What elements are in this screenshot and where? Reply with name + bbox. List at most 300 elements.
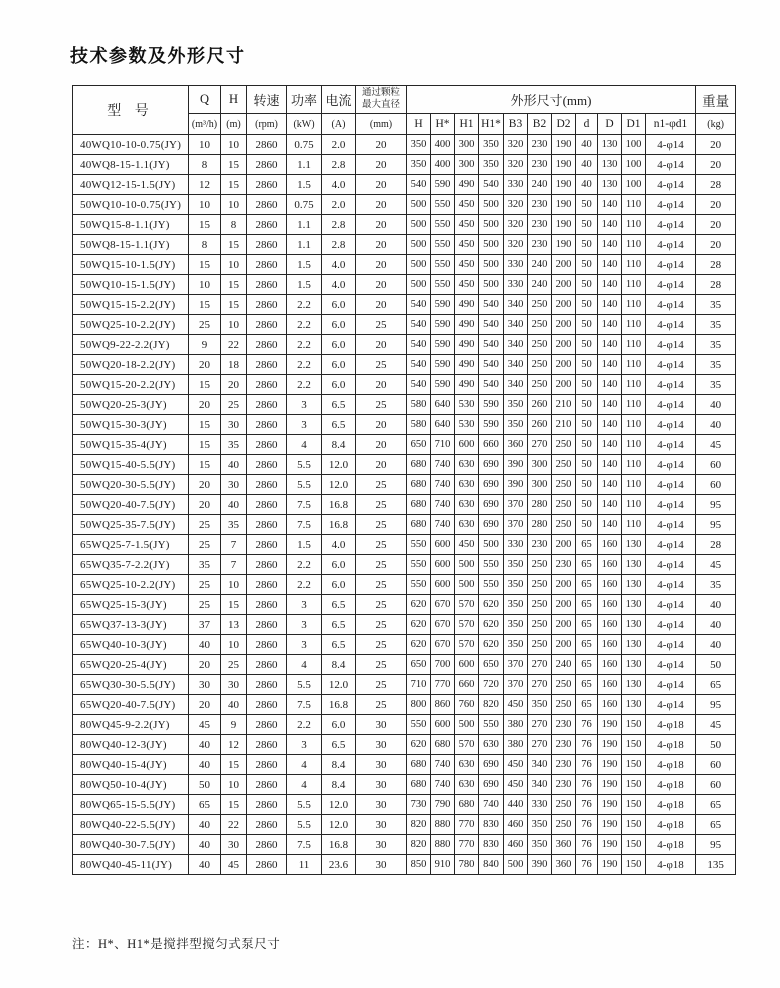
value-cell: 6.5 [322,415,356,435]
value-cell: 790 [431,795,455,815]
value-cell: 3 [287,735,322,755]
value-cell: 30 [221,415,247,435]
unit-current: (A) [322,114,356,135]
value-cell: 820 [407,815,431,835]
value-cell: 20 [189,355,221,375]
unit-head: (m) [221,114,247,135]
value-cell: 2860 [247,375,287,395]
value-cell: 4.0 [322,275,356,295]
dim-header-H1: H1 [455,114,479,135]
value-cell: 160 [598,535,622,555]
model-cell: 50WQ25-10-2.2(JY) [73,315,189,335]
value-cell: 160 [598,575,622,595]
model-cell: 80WQ40-22-5.5(JY) [73,815,189,835]
value-cell: 2860 [247,735,287,755]
value-cell: 680 [407,475,431,495]
value-cell: 10 [189,135,221,155]
value-cell: 350 [479,135,504,155]
table-row [73,775,736,795]
value-cell: 50 [576,275,598,295]
value-cell: 450 [455,195,479,215]
table-row [73,815,736,835]
value-cell: 4-φ14 [646,495,696,515]
table-row [73,275,736,295]
value-cell: 190 [552,195,576,215]
value-cell: 25 [221,655,247,675]
value-cell: 37 [189,615,221,635]
value-cell: 650 [407,655,431,675]
value-cell: 12.0 [322,675,356,695]
value-cell: 45 [189,715,221,735]
value-cell: 135 [696,855,736,875]
value-cell: 4-φ14 [646,195,696,215]
value-cell: 570 [455,615,479,635]
table-row [73,575,736,595]
value-cell: 30 [356,715,407,735]
value-cell: 280 [528,495,552,515]
value-cell: 45 [696,435,736,455]
value-cell: 28 [696,175,736,195]
value-cell: 880 [431,815,455,835]
unit-weight: (kg) [696,114,736,135]
value-cell: 95 [696,835,736,855]
value-cell: 630 [455,755,479,775]
value-cell: 370 [504,515,528,535]
value-cell: 2860 [247,535,287,555]
value-cell: 50 [696,735,736,755]
value-cell: 4-φ14 [646,675,696,695]
model-cell: 65WQ25-7-1.5(JY) [73,535,189,555]
value-cell: 360 [552,835,576,855]
value-cell: 660 [479,435,504,455]
value-cell: 260 [528,415,552,435]
value-cell: 50 [576,495,598,515]
table-row [73,535,736,555]
value-cell: 230 [552,735,576,755]
value-cell: 20 [356,335,407,355]
value-cell: 250 [528,375,552,395]
value-cell: 230 [528,535,552,555]
model-cell: 50WQ15-40-5.5(JY) [73,455,189,475]
value-cell: 2.0 [322,195,356,215]
value-cell: 110 [622,355,646,375]
value-cell: 50 [696,655,736,675]
value-cell: 12.0 [322,795,356,815]
value-cell: 570 [455,595,479,615]
value-cell: 20 [696,195,736,215]
value-cell: 230 [528,155,552,175]
value-cell: 370 [504,655,528,675]
value-cell: 50 [576,395,598,415]
value-cell: 140 [598,375,622,395]
value-cell: 50 [576,295,598,315]
value-cell: 4-φ14 [646,275,696,295]
table-row [73,755,736,775]
value-cell: 4-φ14 [646,175,696,195]
value-cell: 5.5 [287,675,322,695]
value-cell: 340 [504,295,528,315]
value-cell: 830 [479,835,504,855]
value-cell: 16.8 [322,515,356,535]
value-cell: 190 [598,735,622,755]
dim-header-H-star: H* [431,114,455,135]
value-cell: 540 [407,335,431,355]
value-cell: 190 [552,215,576,235]
value-cell: 20 [356,175,407,195]
value-cell: 880 [431,835,455,855]
value-cell: 620 [407,635,431,655]
table-row [73,435,736,455]
value-cell: 270 [528,655,552,675]
value-cell: 800 [407,695,431,715]
value-cell: 670 [431,595,455,615]
value-cell: 65 [576,615,598,635]
value-cell: 10 [221,135,247,155]
value-cell: 20 [356,435,407,455]
value-cell: 350 [504,575,528,595]
value-cell: 110 [622,475,646,495]
value-cell: 320 [504,195,528,215]
model-cell: 65WQ25-15-3(JY) [73,595,189,615]
value-cell: 140 [598,455,622,475]
value-cell: 25 [356,595,407,615]
value-cell: 500 [455,575,479,595]
value-cell: 1.5 [287,275,322,295]
value-cell: 740 [431,775,455,795]
value-cell: 720 [479,675,504,695]
value-cell: 25 [356,615,407,635]
table-row [73,335,736,355]
value-cell: 18 [221,355,247,375]
value-cell: 150 [622,755,646,775]
value-cell: 830 [479,815,504,835]
value-cell: 4-φ14 [646,315,696,335]
table-row [73,835,736,855]
value-cell: 110 [622,315,646,335]
value-cell: 160 [598,635,622,655]
value-cell: 250 [552,435,576,455]
value-cell: 200 [552,255,576,275]
value-cell: 4-φ18 [646,775,696,795]
value-cell: 7.5 [287,695,322,715]
value-cell: 65 [576,675,598,695]
value-cell: 500 [479,255,504,275]
value-cell: 25 [356,655,407,675]
value-cell: 2860 [247,755,287,775]
value-cell: 2.2 [287,335,322,355]
table-row [73,695,736,715]
value-cell: 370 [504,675,528,695]
value-cell: 550 [479,715,504,735]
value-cell: 500 [407,235,431,255]
value-cell: 11 [287,855,322,875]
value-cell: 45 [696,715,736,735]
value-cell: 200 [552,355,576,375]
value-cell: 4-φ14 [646,515,696,535]
value-cell: 380 [504,735,528,755]
value-cell: 110 [622,295,646,315]
value-cell: 140 [598,495,622,515]
value-cell: 2860 [247,235,287,255]
value-cell: 110 [622,375,646,395]
value-cell: 570 [455,735,479,755]
table-row [73,495,736,515]
value-cell: 490 [455,315,479,335]
value-cell: 6.5 [322,735,356,755]
value-cell: 190 [598,835,622,855]
value-cell: 250 [552,515,576,535]
dim-header-B2: B2 [528,114,552,135]
value-cell: 23.6 [322,855,356,875]
value-cell: 5.5 [287,455,322,475]
value-cell: 95 [696,695,736,715]
value-cell: 160 [598,615,622,635]
table-row [73,595,736,615]
value-cell: 130 [622,655,646,675]
value-cell: 540 [407,315,431,335]
value-cell: 60 [696,455,736,475]
value-cell: 840 [479,855,504,875]
value-cell: 230 [528,195,552,215]
value-cell: 140 [598,335,622,355]
value-cell: 400 [431,135,455,155]
value-cell: 1.1 [287,215,322,235]
value-cell: 4-φ14 [646,355,696,375]
value-cell: 95 [696,515,736,535]
value-cell: 250 [552,795,576,815]
value-cell: 60 [696,775,736,795]
model-cell: 50WQ15-30-3(JY) [73,415,189,435]
value-cell: 8 [189,235,221,255]
value-cell: 770 [455,835,479,855]
value-cell: 4-φ18 [646,795,696,815]
value-cell: 2860 [247,475,287,495]
unit-particle: (mm) [356,114,407,135]
value-cell: 240 [528,255,552,275]
value-cell: 2.2 [287,295,322,315]
value-cell: 440 [504,795,528,815]
value-cell: 700 [431,655,455,675]
value-cell: 340 [528,755,552,775]
value-cell: 30 [356,775,407,795]
value-cell: 580 [407,415,431,435]
value-cell: 12.0 [322,815,356,835]
value-cell: 140 [598,355,622,375]
value-cell: 35 [189,555,221,575]
value-cell: 500 [455,715,479,735]
value-cell: 40 [189,635,221,655]
value-cell: 270 [528,735,552,755]
model-cell: 50WQ15-15-2.2(JY) [73,295,189,315]
value-cell: 50 [189,775,221,795]
value-cell: 2860 [247,715,287,735]
value-cell: 200 [552,315,576,335]
value-cell: 160 [598,655,622,675]
value-cell: 250 [552,695,576,715]
value-cell: 7.5 [287,495,322,515]
value-cell: 540 [407,375,431,395]
value-cell: 25 [356,555,407,575]
value-cell: 590 [479,395,504,415]
value-cell: 40 [696,615,736,635]
value-cell: 350 [407,155,431,175]
value-cell: 1.1 [287,155,322,175]
value-cell: 620 [407,595,431,615]
value-cell: 550 [431,195,455,215]
table-row [73,195,736,215]
model-cell: 50WQ20-40-7.5(JY) [73,495,189,515]
value-cell: 2860 [247,615,287,635]
value-cell: 100 [622,175,646,195]
value-cell: 2860 [247,175,287,195]
value-cell: 3 [287,615,322,635]
value-cell: 130 [622,535,646,555]
value-cell: 4-φ14 [646,235,696,255]
dim-header-D2: D2 [552,114,576,135]
value-cell: 10 [189,195,221,215]
value-cell: 2860 [247,515,287,535]
value-cell: 4 [287,755,322,775]
value-cell: 2860 [247,635,287,655]
value-cell: 540 [479,355,504,375]
table-row [73,175,736,195]
value-cell: 50 [576,435,598,455]
value-cell: 130 [622,615,646,635]
value-cell: 350 [407,135,431,155]
table-row [73,455,736,475]
value-cell: 6.0 [322,295,356,315]
value-cell: 450 [504,695,528,715]
value-cell: 500 [407,195,431,215]
value-cell: 240 [528,275,552,295]
value-cell: 25 [189,595,221,615]
value-cell: 340 [528,775,552,795]
value-cell: 240 [552,655,576,675]
table-row [73,795,736,815]
value-cell: 690 [479,495,504,515]
value-cell: 2860 [247,435,287,455]
value-cell: 630 [455,775,479,795]
value-cell: 540 [479,295,504,315]
value-cell: 6.5 [322,635,356,655]
value-cell: 620 [479,615,504,635]
value-cell: 6.0 [322,375,356,395]
value-cell: 40 [576,135,598,155]
value-cell: 15 [221,755,247,775]
value-cell: 2860 [247,695,287,715]
value-cell: 740 [431,515,455,535]
value-cell: 40 [189,815,221,835]
value-cell: 450 [504,775,528,795]
value-cell: 540 [407,295,431,315]
value-cell: 390 [528,855,552,875]
value-cell: 6.0 [322,715,356,735]
value-cell: 110 [622,455,646,475]
value-cell: 10 [221,255,247,275]
table-row [73,855,736,875]
model-cell: 80WQ45-9-2.2(JY) [73,715,189,735]
col-header-speed: 转速 [247,86,287,114]
table-row [73,235,736,255]
value-cell: 500 [479,275,504,295]
col-header-power: 功率 [287,86,322,114]
value-cell: 3 [287,635,322,655]
value-cell: 140 [598,215,622,235]
value-cell: 500 [479,535,504,555]
value-cell: 450 [455,535,479,555]
value-cell: 30 [356,795,407,815]
value-cell: 140 [598,315,622,335]
value-cell: 12.0 [322,455,356,475]
value-cell: 5.5 [287,815,322,835]
value-cell: 370 [504,495,528,515]
value-cell: 6.0 [322,315,356,335]
value-cell: 2860 [247,415,287,435]
value-cell: 620 [479,635,504,655]
value-cell: 76 [576,855,598,875]
value-cell: 130 [622,575,646,595]
value-cell: 650 [407,435,431,455]
value-cell: 230 [552,715,576,735]
value-cell: 15 [221,155,247,175]
value-cell: 460 [504,815,528,835]
value-cell: 110 [622,335,646,355]
value-cell: 550 [407,555,431,575]
value-cell: 2860 [247,335,287,355]
table-row [73,415,736,435]
value-cell: 110 [622,275,646,295]
value-cell: 50 [576,335,598,355]
value-cell: 65 [576,535,598,555]
value-cell: 200 [552,535,576,555]
value-cell: 10 [189,275,221,295]
value-cell: 20 [189,495,221,515]
value-cell: 2860 [247,275,287,295]
pump-spec-table [72,85,736,875]
value-cell: 50 [576,235,598,255]
value-cell: 2860 [247,295,287,315]
value-cell: 250 [552,675,576,695]
value-cell: 540 [479,315,504,335]
value-cell: 40 [189,855,221,875]
model-cell: 50WQ9-22-2.2(JY) [73,335,189,355]
value-cell: 2860 [247,655,287,675]
value-cell: 2860 [247,575,287,595]
value-cell: 590 [431,175,455,195]
value-cell: 490 [455,335,479,355]
value-cell: 110 [622,415,646,435]
value-cell: 30 [356,855,407,875]
value-cell: 12 [189,175,221,195]
value-cell: 630 [455,515,479,535]
value-cell: 740 [431,755,455,775]
value-cell: 7 [221,555,247,575]
value-cell: 200 [552,635,576,655]
table-row [73,135,736,155]
unit-speed: (rpm) [247,114,287,135]
value-cell: 13 [221,615,247,635]
value-cell: 740 [431,495,455,515]
value-cell: 4-φ14 [646,155,696,175]
value-cell: 250 [552,815,576,835]
value-cell: 65 [696,815,736,835]
value-cell: 450 [455,255,479,275]
value-cell: 600 [455,655,479,675]
value-cell: 500 [407,255,431,275]
value-cell: 50 [576,315,598,335]
value-cell: 200 [552,335,576,355]
value-cell: 540 [407,355,431,375]
